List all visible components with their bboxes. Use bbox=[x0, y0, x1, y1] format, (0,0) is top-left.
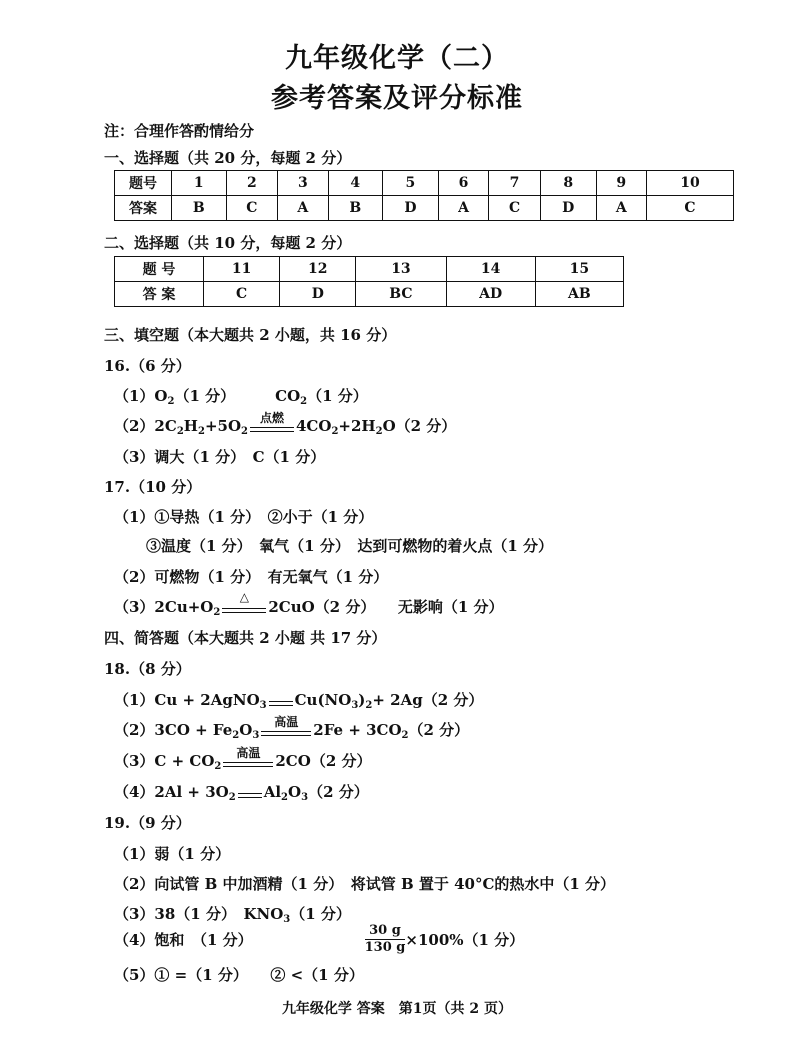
subscript: 2 bbox=[365, 700, 373, 711]
answer-cell: C bbox=[647, 196, 734, 221]
text: （3）38（1 分） KNO bbox=[114, 905, 284, 923]
row-label: 题 号 bbox=[115, 257, 204, 282]
reaction-condition: 高温 bbox=[274, 715, 299, 729]
subscript: 2 bbox=[213, 607, 221, 618]
question-number: 2 bbox=[226, 171, 278, 196]
text: （2 分） bbox=[308, 783, 369, 801]
section3-heading: 三、填空题（本大题共 2 小题，共 16 分） bbox=[104, 326, 397, 344]
q17-line3: （2）可燃物（1 分） 有无氧气（1 分） bbox=[114, 568, 389, 586]
question-number: 6 bbox=[438, 171, 488, 196]
subscript: 3 bbox=[259, 700, 267, 711]
q18-equation2 bbox=[114, 715, 470, 741]
subscript: 2 bbox=[331, 426, 339, 437]
subscript: 2 bbox=[375, 426, 383, 437]
question-number: 13 bbox=[356, 257, 446, 282]
text: 2CuO（2 分） 无影响（1 分） bbox=[268, 598, 504, 616]
text: O（2 分） bbox=[382, 417, 457, 435]
q17-equation bbox=[114, 590, 504, 618]
q18-equation4 bbox=[114, 781, 369, 803]
reaction-equals-sign bbox=[238, 783, 262, 803]
text: （1）Cu + 2AgNO bbox=[114, 691, 260, 709]
q17-line1: （1）①导热（1 分） ②小于（1 分） bbox=[114, 508, 374, 526]
table-row bbox=[115, 171, 734, 196]
section4-heading: 四、简答题（本大题共 2 小题 共 17 分） bbox=[104, 629, 387, 647]
answer-cell: D bbox=[540, 196, 596, 221]
q17-line2: ③温度（1 分） 氧气（1 分） 达到可燃物的着火点（1 分） bbox=[146, 537, 553, 555]
reaction-equals-sign bbox=[222, 590, 266, 618]
table-row bbox=[115, 282, 624, 307]
answer-cell: AB bbox=[535, 282, 623, 307]
subscript: 2 bbox=[214, 761, 222, 772]
answer-cell: C bbox=[489, 196, 541, 221]
question-number: 11 bbox=[204, 257, 280, 282]
text: Al bbox=[263, 783, 282, 801]
subscript: 2 bbox=[241, 426, 248, 437]
reaction-equals-sign bbox=[250, 411, 294, 437]
q19-heading: 19.（9 分） bbox=[104, 814, 191, 832]
answer-cell: AD bbox=[446, 282, 535, 307]
question-number: 8 bbox=[540, 171, 596, 196]
text: +5O bbox=[204, 417, 242, 435]
text: ×100%（1 分） bbox=[405, 931, 525, 949]
reaction-equals-sign bbox=[269, 691, 293, 711]
answer-cell: D bbox=[280, 282, 356, 307]
fraction-denominator: 130 g bbox=[364, 940, 406, 955]
page-title: 九年级化学（二） bbox=[285, 43, 509, 74]
text: （1 分） bbox=[290, 905, 351, 923]
subscript: 2 bbox=[176, 426, 184, 437]
subscript: 3 bbox=[252, 730, 260, 741]
question-number: 14 bbox=[446, 257, 535, 282]
reaction-equals-sign bbox=[261, 715, 311, 741]
q16-line3: （3）调大（1 分） C（1 分） bbox=[114, 448, 326, 466]
reaction-condition: 点燃 bbox=[259, 411, 284, 425]
question-number: 9 bbox=[596, 171, 646, 196]
q18-equation1 bbox=[114, 689, 483, 711]
text: （3）C + CO bbox=[114, 752, 215, 770]
text: 2Fe + 3CO bbox=[313, 721, 402, 739]
answer-cell: A bbox=[278, 196, 328, 221]
q19-line5: （5）① =（1 分） ② <（1 分） bbox=[114, 966, 364, 984]
text: （2）2C bbox=[114, 417, 177, 435]
q19-line3 bbox=[114, 903, 351, 925]
q19-line2: （2）向试管 B 中加酒精（1 分） 将试管 B 置于 40°C的热水中（1 分） bbox=[114, 875, 616, 893]
fraction bbox=[365, 923, 406, 956]
subscript: 2 bbox=[281, 792, 289, 803]
section1-answer-table bbox=[114, 170, 734, 221]
text: （2）3CO + Fe bbox=[114, 721, 233, 739]
table-row bbox=[115, 257, 624, 282]
question-number: 15 bbox=[535, 257, 623, 282]
answer-cell: A bbox=[596, 196, 646, 221]
q16-line1 bbox=[114, 385, 368, 407]
q17-heading: 17.（10 分） bbox=[104, 478, 202, 496]
question-number: 7 bbox=[489, 171, 541, 196]
note: 注：合理作答酌情给分 bbox=[104, 122, 255, 140]
q18-equation3 bbox=[114, 746, 372, 772]
subscript: 2 bbox=[232, 730, 240, 741]
answer-cell: C bbox=[226, 196, 278, 221]
answer-cell: C bbox=[204, 282, 280, 307]
text: 2CO（2 分） bbox=[275, 752, 372, 770]
text: +2H bbox=[338, 417, 376, 435]
q16-heading: 16.（6 分） bbox=[104, 357, 191, 375]
text: （4）饱和 （1 分） bbox=[114, 931, 253, 949]
row-label: 题号 bbox=[115, 171, 172, 196]
page-subtitle: 参考答案及评分标准 bbox=[271, 83, 523, 114]
question-number: 5 bbox=[383, 171, 439, 196]
reaction-condition: 高温 bbox=[236, 746, 261, 760]
answer-cell: BC bbox=[356, 282, 446, 307]
subscript: 3 bbox=[301, 792, 309, 803]
subscript: 2 bbox=[300, 396, 308, 407]
section1-heading: 一、选择题（共 20 分，每题 2 分） bbox=[104, 149, 352, 167]
answer-cell: D bbox=[383, 196, 439, 221]
question-number: 10 bbox=[647, 171, 734, 196]
section2-heading: 二、选择题（共 10 分，每题 2 分） bbox=[104, 234, 352, 252]
text: O bbox=[239, 721, 253, 739]
section2-answer-table bbox=[114, 256, 624, 307]
answer-cell: B bbox=[172, 196, 227, 221]
text: （1 分） bbox=[174, 387, 236, 405]
subscript: 2 bbox=[197, 426, 205, 437]
text: CO bbox=[275, 387, 301, 405]
text: H bbox=[183, 417, 198, 435]
subscript: 2 bbox=[401, 730, 409, 741]
answer-cell: B bbox=[328, 196, 383, 221]
reaction-condition: △ bbox=[239, 590, 249, 604]
text: （1 分） bbox=[307, 387, 368, 405]
subscript: 3 bbox=[283, 914, 291, 925]
q19-line4 bbox=[114, 923, 524, 956]
row-label: 答 案 bbox=[115, 282, 204, 307]
row-label: 答案 bbox=[115, 196, 172, 221]
text: （4）2Al + 3O bbox=[114, 783, 229, 801]
subscript: 2 bbox=[228, 792, 236, 803]
text: O bbox=[288, 783, 302, 801]
q18-heading: 18.（8 分） bbox=[104, 660, 191, 678]
q16-equation bbox=[114, 411, 457, 437]
question-number: 1 bbox=[172, 171, 227, 196]
text: 4CO bbox=[296, 417, 332, 435]
question-number: 12 bbox=[280, 257, 356, 282]
question-number: 4 bbox=[328, 171, 383, 196]
page-footer: 九年级化学 答案 第1页（共 2 页） bbox=[281, 1001, 513, 1017]
text: + 2Ag（2 分） bbox=[372, 691, 484, 709]
question-number: 3 bbox=[278, 171, 328, 196]
subscript: 2 bbox=[167, 396, 175, 407]
reaction-equals-sign bbox=[223, 746, 273, 772]
answer-cell: A bbox=[438, 196, 488, 221]
text: （1）O bbox=[114, 387, 168, 405]
fraction-numerator: 30 g bbox=[365, 923, 406, 940]
text: ) bbox=[358, 691, 366, 709]
text: （2 分） bbox=[408, 721, 470, 739]
q19-line1: （1）弱（1 分） bbox=[114, 845, 231, 863]
text: Cu(NO bbox=[294, 691, 352, 709]
subscript: 3 bbox=[351, 700, 359, 711]
text: （3）2Cu+O bbox=[114, 598, 214, 616]
table-row bbox=[115, 196, 734, 221]
